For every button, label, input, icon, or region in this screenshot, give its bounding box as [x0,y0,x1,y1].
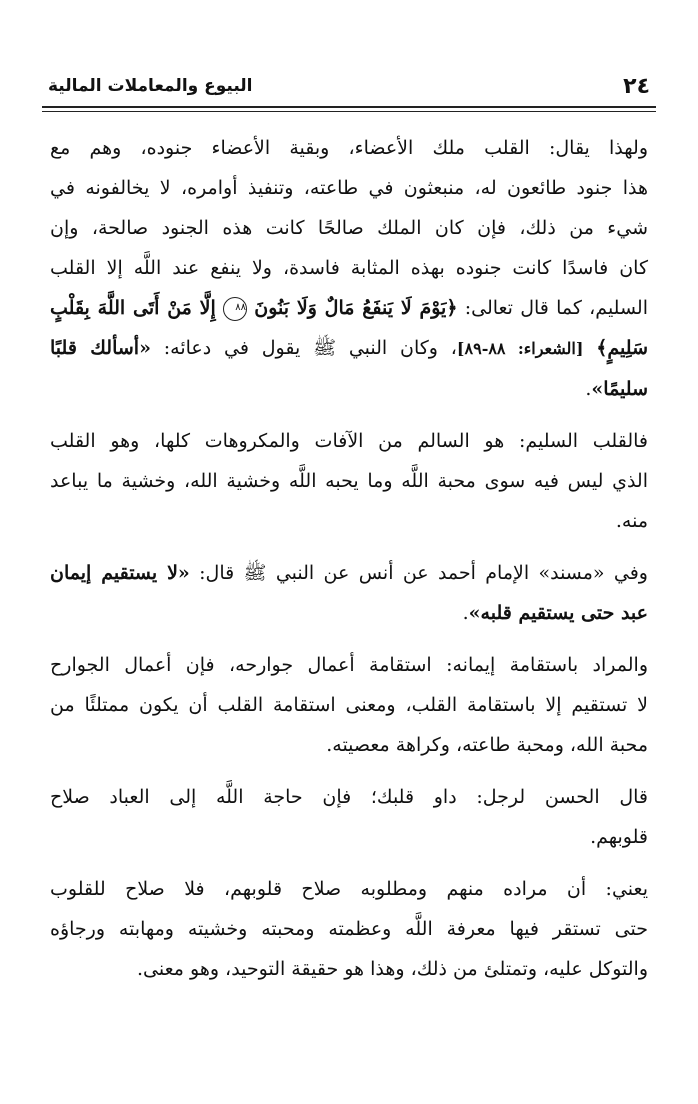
paragraph-meaning [50,869,648,989]
header-rule [42,106,656,108]
text-run: السليم، كما قال تعالى: [457,297,648,319]
quran-verse: ﴿يَوْمَ لَا يَنفَعُ مَالٌ وَلَا بَنُونَ [254,297,458,319]
page-number: ٢٤ [623,73,650,99]
hadith-quote-end: سليمًا» [591,378,648,400]
text-line: ولهذا يقال: القلب ملك الأعضاء، وبقية الأعضاء جنوده، وهم مع [50,137,648,159]
body-text [50,128,648,1001]
text-line-with-reference [50,328,648,369]
hadith-quote: «لا يستقيم إيمان [50,562,190,584]
text-line: حتى تستقر فيها معرفة اللَّه وعظمته ومحبته وخشيته ومهابته ورجاؤه [50,918,648,940]
text-line: شيء من ذلك، فإن كان الملك صالحًا كانت هذه الجنود صالحة، وإن [50,217,648,239]
text-run: . [462,602,469,624]
surah-reference: [الشعراء: ٨٨-٨٩] [456,339,584,358]
paragraph-heart-king [50,128,648,409]
paragraph-musnad-hadith [50,553,648,633]
text-line: هذا جنود طائعون له، منبعثون في طاعته، وتنفيذ أوامره، لا يخالفونه في [50,177,648,199]
hadith-quote-end: عبد حتى يستقيم قلبه» [468,602,648,624]
text-line: والتوكل عليه، وتمتلئ من ذلك، وهذا هو حقيقة التوحيد، وهو معنى. [137,958,648,980]
running-title: البيوع والمعاملات المالية [48,76,253,96]
page-header [48,70,650,102]
text-run: ، وكان النبي ﷺ يقول في دعائه: [150,337,457,359]
text-line: لا تستقيم إلا باستقامة القلب، ومعنى استقامة القلب أن يكون ممتلئًا من [50,694,648,716]
text-line [50,593,648,633]
text-line: والمراد باستقامة إيمانه: استقامة أعمال جوارحه، فإن أعمال الجوارح [50,654,648,676]
text-line [50,369,648,409]
ayah-number-mark: ٨٨ [223,297,247,321]
header-rule-thin [42,111,656,112]
text-line: محبة الله، ومحبة طاعته، وكراهة معصيته. [326,734,648,756]
text-line: قلوبهم. [590,826,648,848]
text-run: . [585,378,592,400]
text-line: يعني: أن مراده منهم ومطلوبه صلاح قلوبهم، فلا صلاح للقلوب [50,878,648,900]
text-line: الذي ليس فيه سوى محبة اللَّه وما يحبه اللَّه وخشية الله، وخشية ما يباعد [50,470,648,492]
text-line: قال الحسن لرجل: داو قلبك؛ فإن حاجة اللَّه إلى العباد صلاح [50,786,648,808]
paragraph-sound-heart [50,421,648,541]
text-line: كان فاسدًا كانت جنوده بهذه المثابة فاسدة، ولا ينفع عند اللَّه إلا القلب [50,257,648,279]
paragraph-hasan-quote [50,777,648,857]
text-line: فالقلب السليم: هو السالم من الآفات والمكروهات كلها، وهو القلب [50,430,648,452]
text-line-with-verse [50,288,648,328]
paragraph-faith-uprightness [50,645,648,765]
quran-verse-end: سَلِيمٍ﴾ [596,337,648,359]
text-line: منه. [615,510,648,532]
text-line [50,553,648,593]
text-run: وفي «مسند» الإمام أحمد عن أنس عن النبي ﷺ قال: [189,562,648,584]
quran-verse-continued: إِلَّا مَنْ أَتَى اللَّهَ بِقَلْبٍ [50,297,216,319]
hadith-quote: «أسألك قلبًا [50,337,151,359]
